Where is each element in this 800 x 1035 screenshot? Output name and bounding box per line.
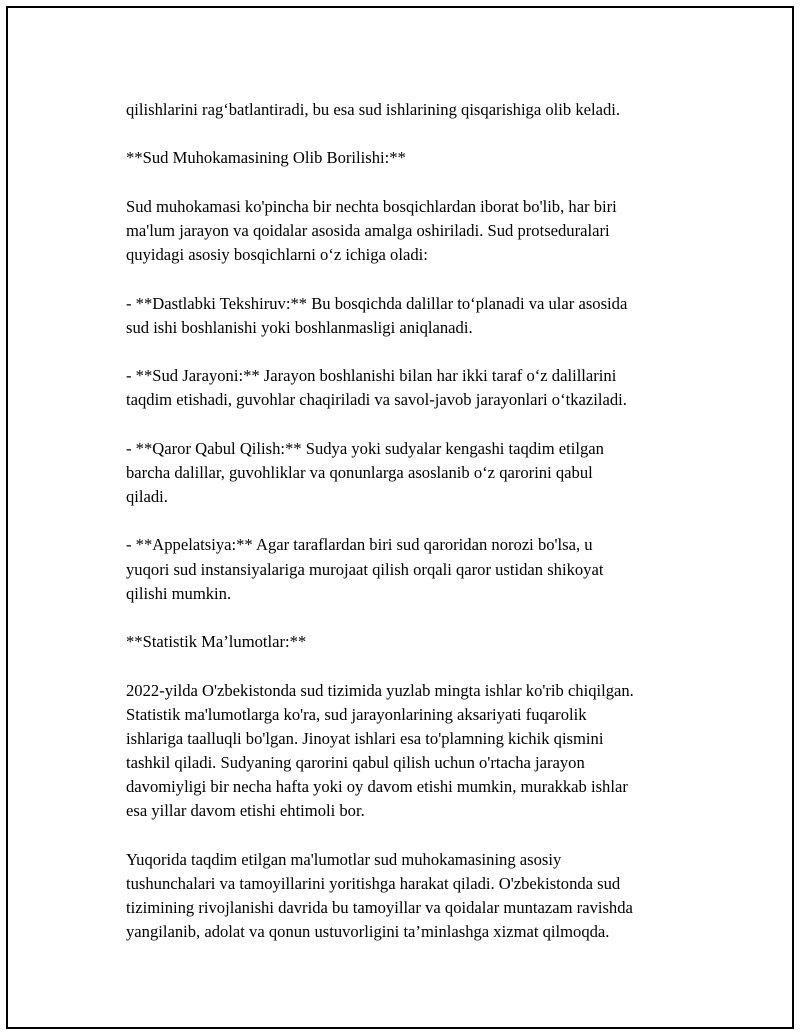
text-line: barcha dalillar, guvohliklar va qonunlarga asoslanib o‘z qarorini qabul	[126, 462, 593, 482]
text-line: - **Dastlabki Tekshiruv:** Bu bosqichda dalillar to‘planadi va ular asosida	[126, 293, 628, 313]
text-line: - **Appelatsiya:** Agar taraflardan biri sud qaroridan norozi bo'lsa, u	[126, 535, 593, 555]
intro-continuation-paragraph	[126, 98, 726, 122]
text-line: sud ishi boshlanishi yoki boshlanmasligi aniqlanadi.	[126, 317, 473, 337]
conclusion-paragraph	[126, 848, 726, 945]
text-line: Statistik ma'lumotlarga ko'ra, sud jarayonlarining aksariyati fuqarolik	[126, 704, 587, 724]
text-line: Sud muhokamasi ko'pincha bir nechta bosqichlardan iborat bo'lib, har biri	[126, 196, 617, 216]
text-line: qiladi.	[126, 487, 168, 506]
heading-line: **Statistik Ma’lumotlar:**	[126, 632, 307, 652]
section-heading-sud-muhokamasi	[126, 146, 726, 170]
list-item-dastlabki-tekshiruv	[126, 292, 726, 340]
text-line: qilishlarini rag‘batlantiradi, bu esa sud ishlarining qisqarishiga olib keladi.	[126, 100, 621, 119]
list-item-sud-jarayoni	[126, 364, 726, 412]
text-line: taqdim etishadi, guvohlar chaqiriladi va savol-javob jarayonlari o‘tkaziladi.	[126, 390, 627, 410]
text-line: 2022-yilda O'zbekistonda sud tizimida yuzlab mingta ishlar ko'rib chiqilgan.	[126, 680, 634, 700]
list-item-qaror-qabul-qilish	[126, 437, 726, 510]
text-line: esa yillar davom etishi ehtimoli bor.	[126, 801, 365, 821]
text-line: Yuqorida taqdim etilgan ma'lumotlar sud muhokamasining asosiy	[126, 849, 562, 869]
text-line: tushunchalari va tamoyillarini yoritishga harakat qiladi. O'zbekistonda sud	[126, 874, 621, 893]
page-frame	[6, 6, 794, 1029]
text-line: ishlariga taalluqli bo'lgan. Jinoyat ishlari esa to'plamning kichik qismini	[126, 728, 604, 748]
text-line: qilishi mumkin.	[126, 583, 232, 603]
list-item-appelatsiya	[126, 533, 726, 606]
text-line: yuqori sud instansiyalariga murojaat qilish orqali qaror ustidan shikoyat	[126, 559, 604, 579]
heading-line: **Sud Muhokamasining Olib Borilishi:**	[126, 148, 406, 168]
document-body	[126, 98, 726, 945]
text-line: - **Sud Jarayoni:** Jarayon boshlanishi bilan har ikki taraf o‘z dalillarini	[126, 366, 617, 386]
text-line: ma'lum jarayon va qoidalar asosida amalga oshiriladi. Sud protseduralari	[126, 220, 610, 240]
sud-muhokamasi-paragraph	[126, 195, 726, 268]
text-line: yangilanib, adolat va qonun ustuvorligini ta’minlashga xizmat qilmoqda.	[126, 922, 610, 942]
text-line: - **Qaror Qabul Qilish:** Sudya yoki sudyalar kengashi taqdim etilgan	[126, 438, 604, 458]
text-line: davomiyligi bir necha hafta yoki oy davom etishi mumkin, murakkab ishlar	[126, 777, 628, 797]
text-line: quyidagi asosiy bosqichlarni o‘z ichiga oladi:	[126, 245, 428, 265]
text-line: tizimining rivojlanishi davrida bu tamoyillar va qoidalar muntazam ravishda	[126, 898, 633, 918]
statistik-paragraph	[126, 679, 726, 824]
text-line: tashkil qiladi. Sudyaning qarorini qabul qilish uchun o'rtacha jarayon	[126, 753, 585, 773]
section-heading-statistik	[126, 630, 726, 654]
